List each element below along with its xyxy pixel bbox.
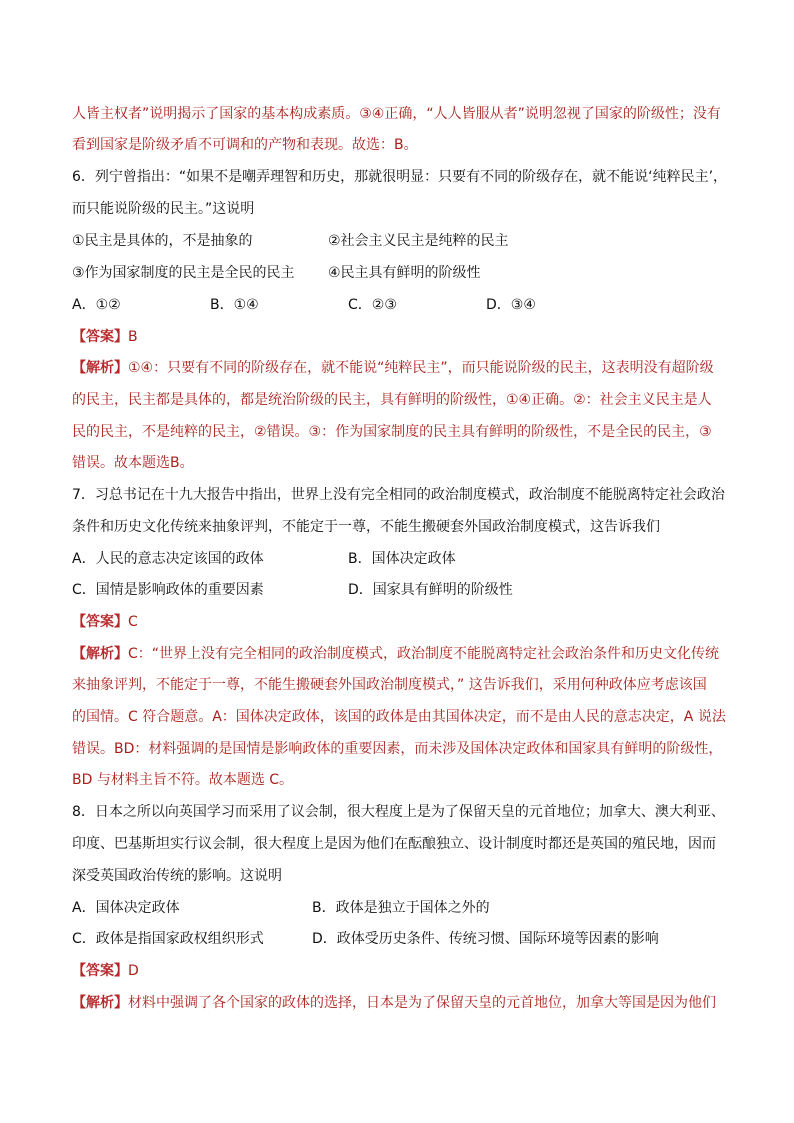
answer-tag: 【答案】 bbox=[72, 614, 128, 630]
answer-value: B bbox=[128, 329, 138, 345]
explanation-line: 人皆主权者”说明揭示了国家的基本构成素质。③④正确，“人人皆服从者”说明忽视了国家的阶级性；没有 bbox=[72, 106, 721, 122]
explanation-line bbox=[72, 358, 714, 378]
explanation-text: 材料中强调了各个国家的政体的选择，日本是为了保留天皇的元首地位，加拿大等国是因为他们 bbox=[128, 995, 716, 1011]
option-d: D．政体受历史条件、传统习惯、国际环境等因素的影响 bbox=[312, 931, 659, 947]
statement-1: ①民主是具体的，不是抽象的 bbox=[72, 233, 253, 249]
answer-value: D bbox=[128, 963, 139, 979]
question-8-stem: 8．日本之所以向英国学习而采用了议会制，很大程度上是为了保留天皇的元首地位；加拿大、澳大利亚、 bbox=[72, 804, 725, 820]
answer-line bbox=[72, 961, 139, 981]
explanation-line: BD 与材料主旨不符。故本题选 C。 bbox=[72, 772, 294, 788]
question-8-stem: 印度、巴基斯坦实行议会制，很大程度上是因为他们在酝酿独立、设计制度时都还是英国的殖民地，因而 bbox=[72, 836, 716, 852]
option-c: C．②③ bbox=[348, 297, 397, 313]
explanation-line: 错误。故本题选B。 bbox=[72, 455, 194, 471]
statement-2: ②社会主义民主是纯粹的民主 bbox=[328, 233, 509, 249]
statement-4: ④民主具有鲜明的阶级性 bbox=[328, 265, 481, 281]
option-c: C．国情是影响政体的重要因素 bbox=[72, 582, 264, 598]
explanation-tag: 【解析】 bbox=[72, 995, 128, 1011]
explanation-line: 民的民主，不是纯粹的民主，②错误。③：作为国家制度的民主具有鲜明的阶级性，不是全民的民主，③ bbox=[72, 424, 712, 440]
option-b: B．国体决定政体 bbox=[348, 551, 456, 567]
explanation-text: ①④：只要有不同的阶级存在，就不能说“纯粹民主”，而只能说阶级的民主，这表明没有超阶级 bbox=[128, 360, 714, 376]
question-7-stem: 7．习总书记在十九大报告中指出，世界上没有完全相同的政治制度模式，政治制度不能脱离特定社会政治 bbox=[72, 487, 725, 503]
explanation-line: 的民主，民主都是具体的，都是统治阶级的民主，具有鲜明的阶级性，①④正确。②：社会主义民主是人 bbox=[72, 392, 712, 408]
option-d: D．国家具有鲜明的阶级性 bbox=[348, 582, 513, 598]
option-a: A．①② bbox=[72, 297, 121, 313]
option-b: B．政体是独立于国体之外的 bbox=[312, 900, 490, 916]
explanation-tag: 【解析】 bbox=[72, 646, 128, 662]
option-d: D．③④ bbox=[486, 297, 536, 313]
question-8-stem: 深受英国政治传统的影响。这说明 bbox=[72, 868, 282, 884]
explanation-line bbox=[72, 644, 719, 664]
question-6-stem: 而只能说阶级的民主。”这说明 bbox=[72, 201, 255, 217]
answer-tag: 【答案】 bbox=[72, 963, 128, 979]
explanation-line: 错误。BD：材料强调的是国情是影响政体的重要因素，而未涉及国体决定政体和国家具有鲜明的阶级性， bbox=[72, 741, 723, 757]
explanation-line bbox=[72, 993, 716, 1013]
option-c: C．政体是指国家政权组织形式 bbox=[72, 931, 264, 947]
option-a: A．国体决定政体 bbox=[72, 900, 180, 916]
explanation-line: 看到国家是阶级矛盾不可调和的产物和表现。故选：B。 bbox=[72, 137, 418, 153]
explanation-line: 来抽象评判，不能定于一尊，不能生搬硬套外国政治制度模式，” 这告诉我们，采用何种政体应考虑该国 bbox=[72, 677, 707, 693]
answer-line bbox=[72, 327, 138, 347]
answer-line bbox=[72, 612, 138, 632]
option-b: B．①④ bbox=[210, 297, 259, 313]
answer-value: C bbox=[128, 614, 138, 630]
answer-tag: 【答案】 bbox=[72, 329, 128, 345]
explanation-line: 的国情。C 符合题意。A：国体决定政体，该国的政体是由其国体决定，而不是由人民的意志决定，A 说法 bbox=[72, 709, 726, 725]
explanation-text: C：“世界上没有完全相同的政治制度模式，政治制度不能脱离特定社会政治条件和历史文化传统 bbox=[128, 646, 720, 662]
question-7-stem: 条件和历史文化传统来抽象评判，不能定于一尊，不能生搬硬套外国政治制度模式，这告诉我们 bbox=[72, 519, 660, 535]
explanation-tag: 【解析】 bbox=[72, 360, 128, 376]
question-6-stem: 6．列宁曾指出：“如果不是嘲弄理智和历史，那就很明显：只要有不同的阶级存在，就不能说‘纯粹民主’， bbox=[72, 169, 728, 185]
statement-3: ③作为国家制度的民主是全民的民主 bbox=[72, 265, 295, 281]
option-a: A．人民的意志决定该国的政体 bbox=[72, 551, 264, 567]
